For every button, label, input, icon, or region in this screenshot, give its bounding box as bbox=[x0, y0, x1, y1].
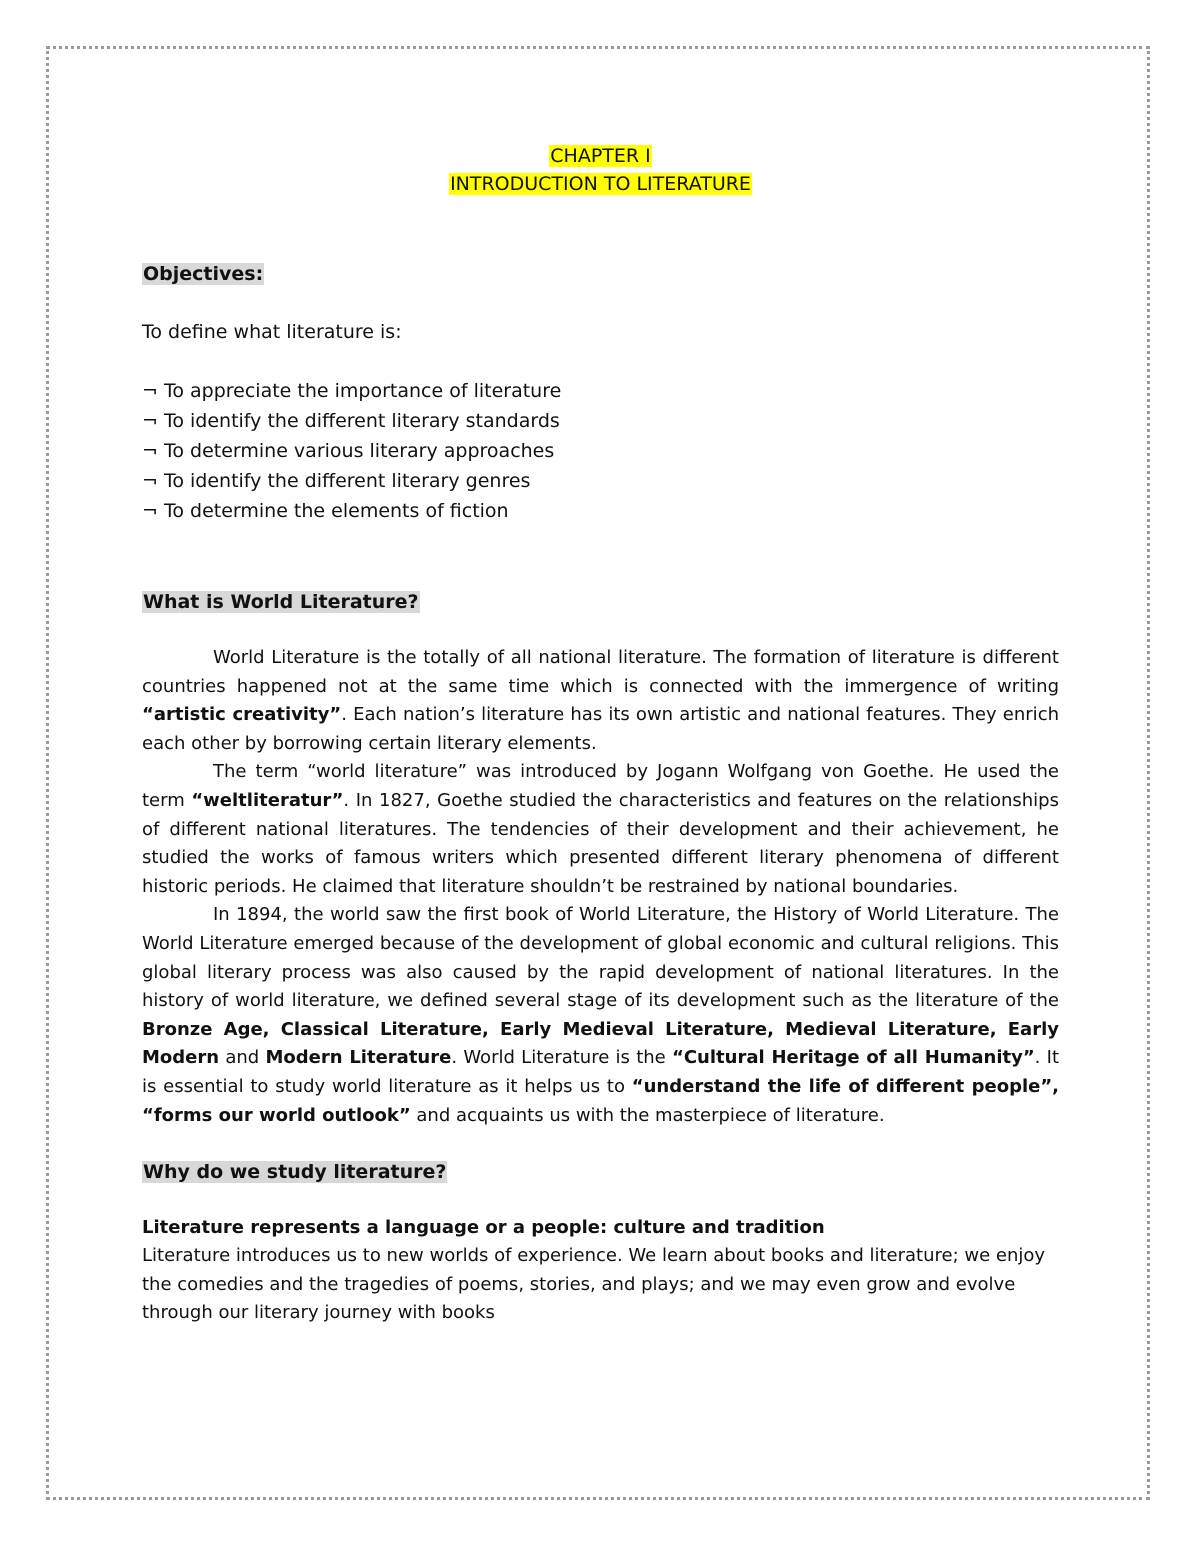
objectives-intro: To define what literature is: bbox=[142, 321, 402, 343]
list-item: ¬ To determine various literary approaches bbox=[142, 440, 555, 462]
bullet-icon: ¬ bbox=[142, 440, 158, 462]
objectives-list bbox=[142, 376, 1059, 526]
bullet-icon: ¬ bbox=[142, 410, 158, 432]
list-item: ¬ To identify the different literary genres bbox=[142, 470, 531, 492]
world-literature-heading: What is World Literature? bbox=[143, 591, 419, 613]
why-study-paragraph: Literature introduces us to new worlds of experience. We learn about books and literature; we enjoy the comedies and the tragedies of poems, stories, and plays; and we may even grow and evolve through our literary journey with books bbox=[142, 1245, 1046, 1324]
why-study-heading: Why do we study literature? bbox=[143, 1161, 447, 1184]
list-item: ¬ To determine the elements of fiction bbox=[142, 500, 509, 522]
world-literature-paragraph-2: The term “world literature” was introduced by Jogann Wolfgang von Goethe. He used the term “weltliteratur”. In 1827, Goethe studied the characteristics and features on the relationships of different national literatures. The tendencies of their development and their achievement, he studied the works of famous writers which presented different literary phenomena of different historic periods. He claimed that literature shouldn’t be restrained by national boundaries. bbox=[142, 761, 1059, 897]
list-item: ¬ To appreciate the importance of literature bbox=[142, 380, 562, 402]
world-literature-paragraph-1: World Literature is the totally of all national literature. The formation of literature is different countries happened not at the same time which is connected with the immergence of writing “artistic creativity”. Each nation’s literature has its own artistic and national features. They enrich each other by borrowing certain literary elements. bbox=[142, 647, 1059, 754]
chapter-name: INTRODUCTION TO LITERATURE bbox=[450, 173, 751, 195]
world-literature-paragraph-3: In 1894, the world saw the first book of World Literature, the History of World Literature. The World Literature emerged because of the development of global economic and cultural religions. This global literary process was also caused by the rapid development of national literatures. In the history of world literature, we defined several stage of its development such as the literature of the Bronze Age, Classical Literature, Early Medieval Literature, Medieval Literature, Early Modern and Modern Literature. World Literature is the “Cultural Heritage of all Humanity”. It is essential to study world literature as it helps us to “understand the life of different people”, “forms our world outlook” and acquaints us with the masterpiece of literature. bbox=[142, 904, 1060, 1126]
objectives-heading: Objectives: bbox=[143, 263, 264, 285]
bullet-icon: ¬ bbox=[142, 500, 158, 522]
bullet-icon: ¬ bbox=[142, 380, 158, 402]
document-body bbox=[142, 142, 1059, 1328]
bullet-icon: ¬ bbox=[142, 470, 158, 492]
list-item: ¬ To identify the different literary standards bbox=[142, 410, 560, 432]
chapter-title bbox=[142, 142, 1059, 198]
why-study-subheading: Literature represents a language or a people: culture and tradition bbox=[142, 1217, 825, 1239]
chapter-number: CHAPTER I bbox=[550, 145, 651, 167]
